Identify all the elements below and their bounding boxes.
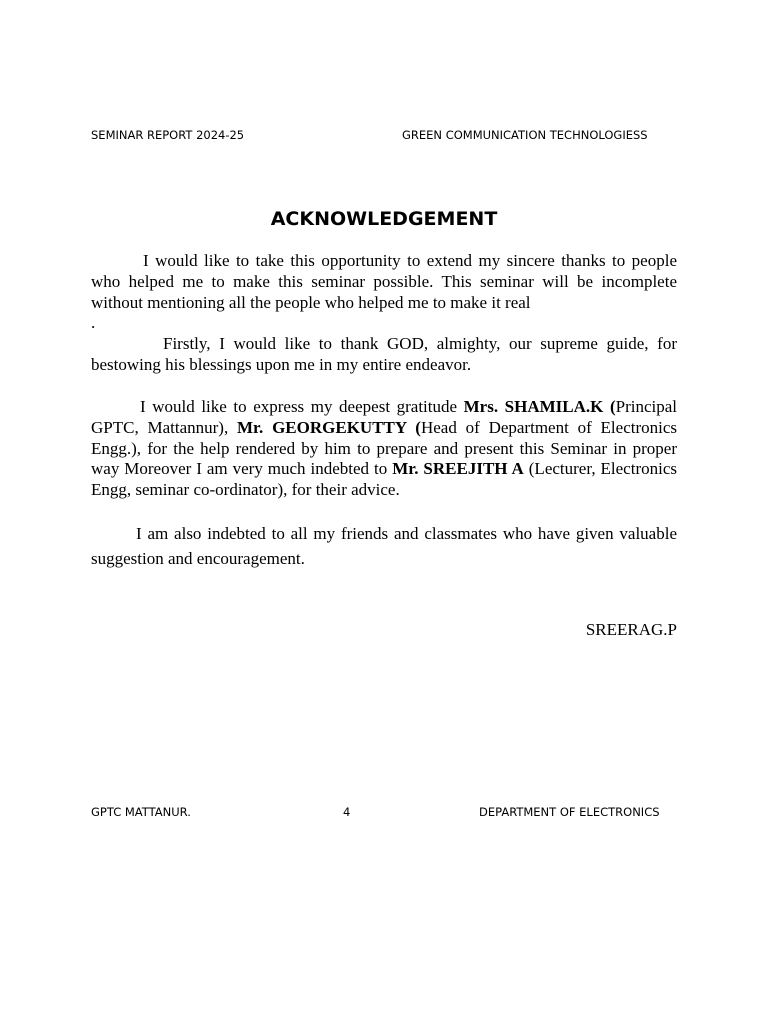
gratitude-text-2: Principal GPTC, Mattannur), <box>91 397 677 437</box>
paragraph-gratitude <box>91 397 677 501</box>
coordinator-name: Mr. SREEJITH A <box>392 459 524 479</box>
footer-right: DEPARTMENT OF ELECTRONICS <box>479 805 660 819</box>
principal-name: Mrs. SHAMILA.K ( <box>463 397 616 416</box>
paragraph-intro-dot: . <box>91 313 96 333</box>
hod-name: Mr. GEORGEKUTTY ( <box>237 417 421 437</box>
gratitude-text-3: Head of Department of Electronics Engg.), for the help rendered by him to prepare and present this Seminar in proper way Moreover I am very much indebted to <box>91 417 678 479</box>
gratitude-text-4: (Lecturer, Electronics Engg, seminar co-ordinator), for their advice. <box>91 459 677 500</box>
paragraph-friends-text: I am also indebted to all my friends and classmates who have given valuable suggestion and encouragement. <box>91 524 677 568</box>
paragraph-intro <box>91 251 677 334</box>
paragraph-intro-text: I would like to take this opportunity to extend my sincere thanks to people who helped me to make this seminar possible. This seminar will be incomplete without mentioning all the people who helped me to make it real <box>91 251 677 312</box>
footer-left: GPTC MATTANUR. <box>91 805 191 819</box>
signature: SREERAG.P <box>585 620 677 639</box>
header-left: SEMINAR REPORT 2024-25 <box>91 128 245 142</box>
paragraph-god <box>91 334 677 376</box>
page-number: 4 <box>343 805 351 819</box>
page-title: ACKNOWLEDGEMENT <box>270 208 498 230</box>
paragraph-god-text: Firstly, I would like to thank GOD, almighty, our supreme guide, for bestowing his blessings upon me in my entire endeavor. <box>91 334 677 374</box>
paragraph-friends <box>91 521 677 571</box>
header-right: GREEN COMMUNICATION TECHNOLOGIESS <box>402 128 648 142</box>
gratitude-text-1: I would like to express my deepest gratitude <box>140 397 464 416</box>
